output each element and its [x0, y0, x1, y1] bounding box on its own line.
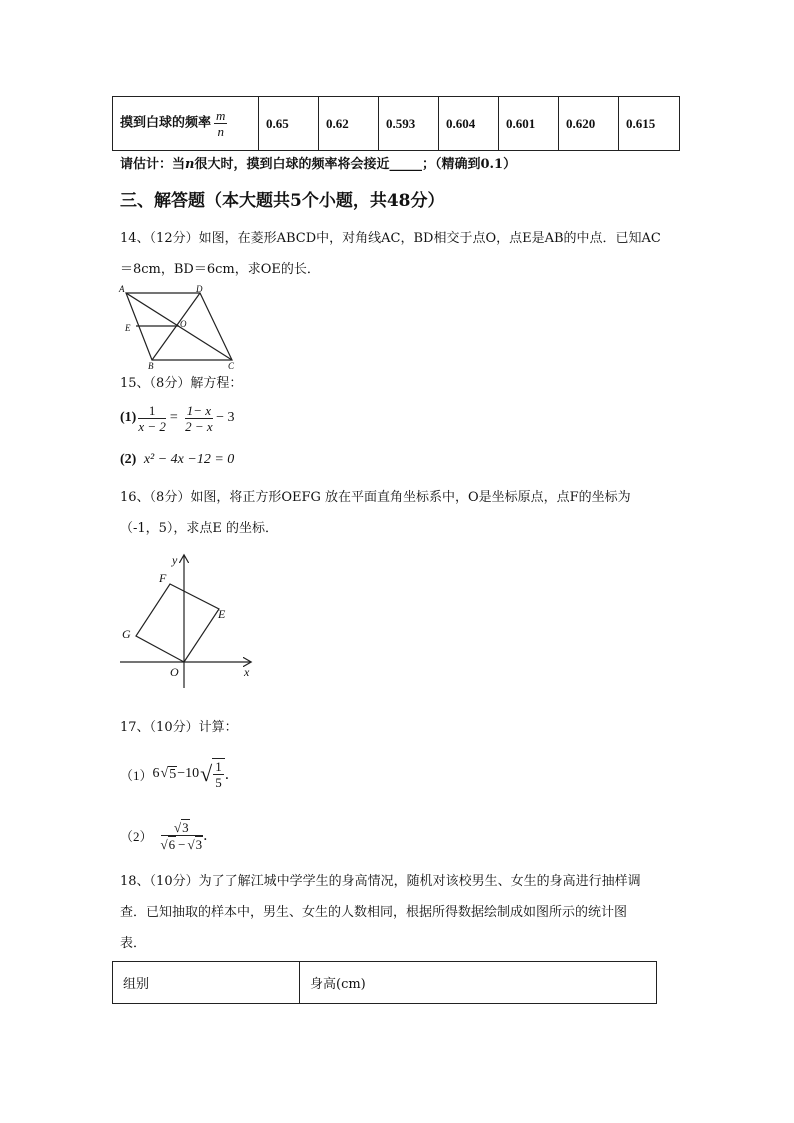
frequency-value-cell: 0.65	[259, 97, 319, 151]
point-label-e: E	[125, 323, 131, 333]
q16-line1: 16、（8分）如图，将正方形OEFG 放在平面直角坐标系中，O是坐标原点，点F的坐标为	[120, 490, 631, 505]
point-label-a: A	[119, 284, 125, 294]
coordinate-figure	[112, 548, 262, 688]
frequency-value-cell: 0.604	[439, 97, 499, 151]
point-label-b: B	[148, 361, 154, 371]
q17-title: 17、（10分）计算：	[120, 720, 238, 735]
fraction: $\frac{√3}{√6 - √3}$	[160, 819, 203, 852]
point-label-d: D	[196, 284, 203, 294]
q14-line2: ＝8cm，BD＝6cm，求OE的长．	[120, 262, 320, 277]
sqrt-sign: √	[187, 836, 195, 852]
axis-label-x: x	[244, 665, 250, 679]
frequency-value-cell: 0.593	[379, 97, 439, 151]
q16-line2: （-1，5），求点E 的坐标．	[120, 521, 279, 536]
table-header-group: 组别	[113, 962, 300, 1004]
q18-line2: 查．已知抽取的样本中，男生、女生的人数相同，根据所得数据绘制成如图所示的统计图	[120, 905, 628, 920]
fraction: $\frac{1}{5}$	[212, 758, 225, 790]
estimate-question: 请估计：当n很大时，摸到白球的频率将会接近_____；（精确到0.1）	[120, 157, 517, 172]
table-row	[113, 97, 680, 151]
sqrt-sign: √	[200, 761, 213, 786]
point-label-o: O	[180, 319, 187, 329]
point-label-o: O	[170, 665, 179, 679]
sqrt-sign: √	[174, 819, 182, 835]
q17-expression-2: （2） $\frac{√3}{√6 - √3}$ ．	[120, 819, 218, 852]
height-group-table	[112, 961, 657, 1004]
frequency-table	[112, 96, 680, 151]
section-title: 三、解答题（本大题共5个小题，共48分）	[120, 191, 445, 211]
fraction: $\frac{1- x}{2 - x}$	[185, 402, 213, 434]
table-row	[113, 962, 657, 1004]
point-label-e: E	[218, 607, 226, 621]
frequency-label-cell	[113, 97, 259, 151]
sqrt-sign: √	[160, 766, 169, 781]
q17-expression-1: （1） 6 √ 5 −10 √ $\frac{1}{5}$ ．	[120, 759, 239, 790]
table-header-height: 身高(cm)	[300, 962, 657, 1004]
point-label-g: G	[122, 627, 131, 641]
m-over-n-fraction: $\frac{m}{n}$	[216, 108, 226, 139]
rhombus-figure	[112, 283, 242, 371]
frequency-value-cell: 0.601	[499, 97, 559, 151]
q15-equation-2: (2) x² − 4x −12 = 0	[120, 452, 235, 467]
frequency-value-cell: 0.615	[619, 97, 680, 151]
point-label-f: F	[159, 571, 167, 585]
sqrt-sign: √	[160, 836, 168, 852]
axis-label-y: y	[172, 553, 178, 567]
q14-line1: 14、（12分）如图，在菱形ABCD中，对角线AC，BD相交于点O，点E是AB的中点．已知AC	[120, 231, 661, 246]
frequency-label: 摸到白球的频率	[120, 114, 212, 130]
frequency-value-cell: 0.62	[319, 97, 379, 151]
q15-equation-1: (1) $\frac{1}{x - 2}$ = $\frac{1- x}{2 - x}$ − 3	[120, 402, 235, 434]
q18-line3: 表．	[120, 936, 147, 951]
q15-title: 15、（8分）解方程：	[120, 376, 243, 391]
q18-line1: 18、（10分）为了了解江城中学学生的身高情况，随机对该校男生、女生的身高进行抽样调	[120, 874, 641, 889]
frequency-value-cell: 0.620	[559, 97, 619, 151]
point-label-c: C	[228, 361, 235, 371]
fraction: $\frac{1}{x - 2}$	[138, 402, 166, 434]
